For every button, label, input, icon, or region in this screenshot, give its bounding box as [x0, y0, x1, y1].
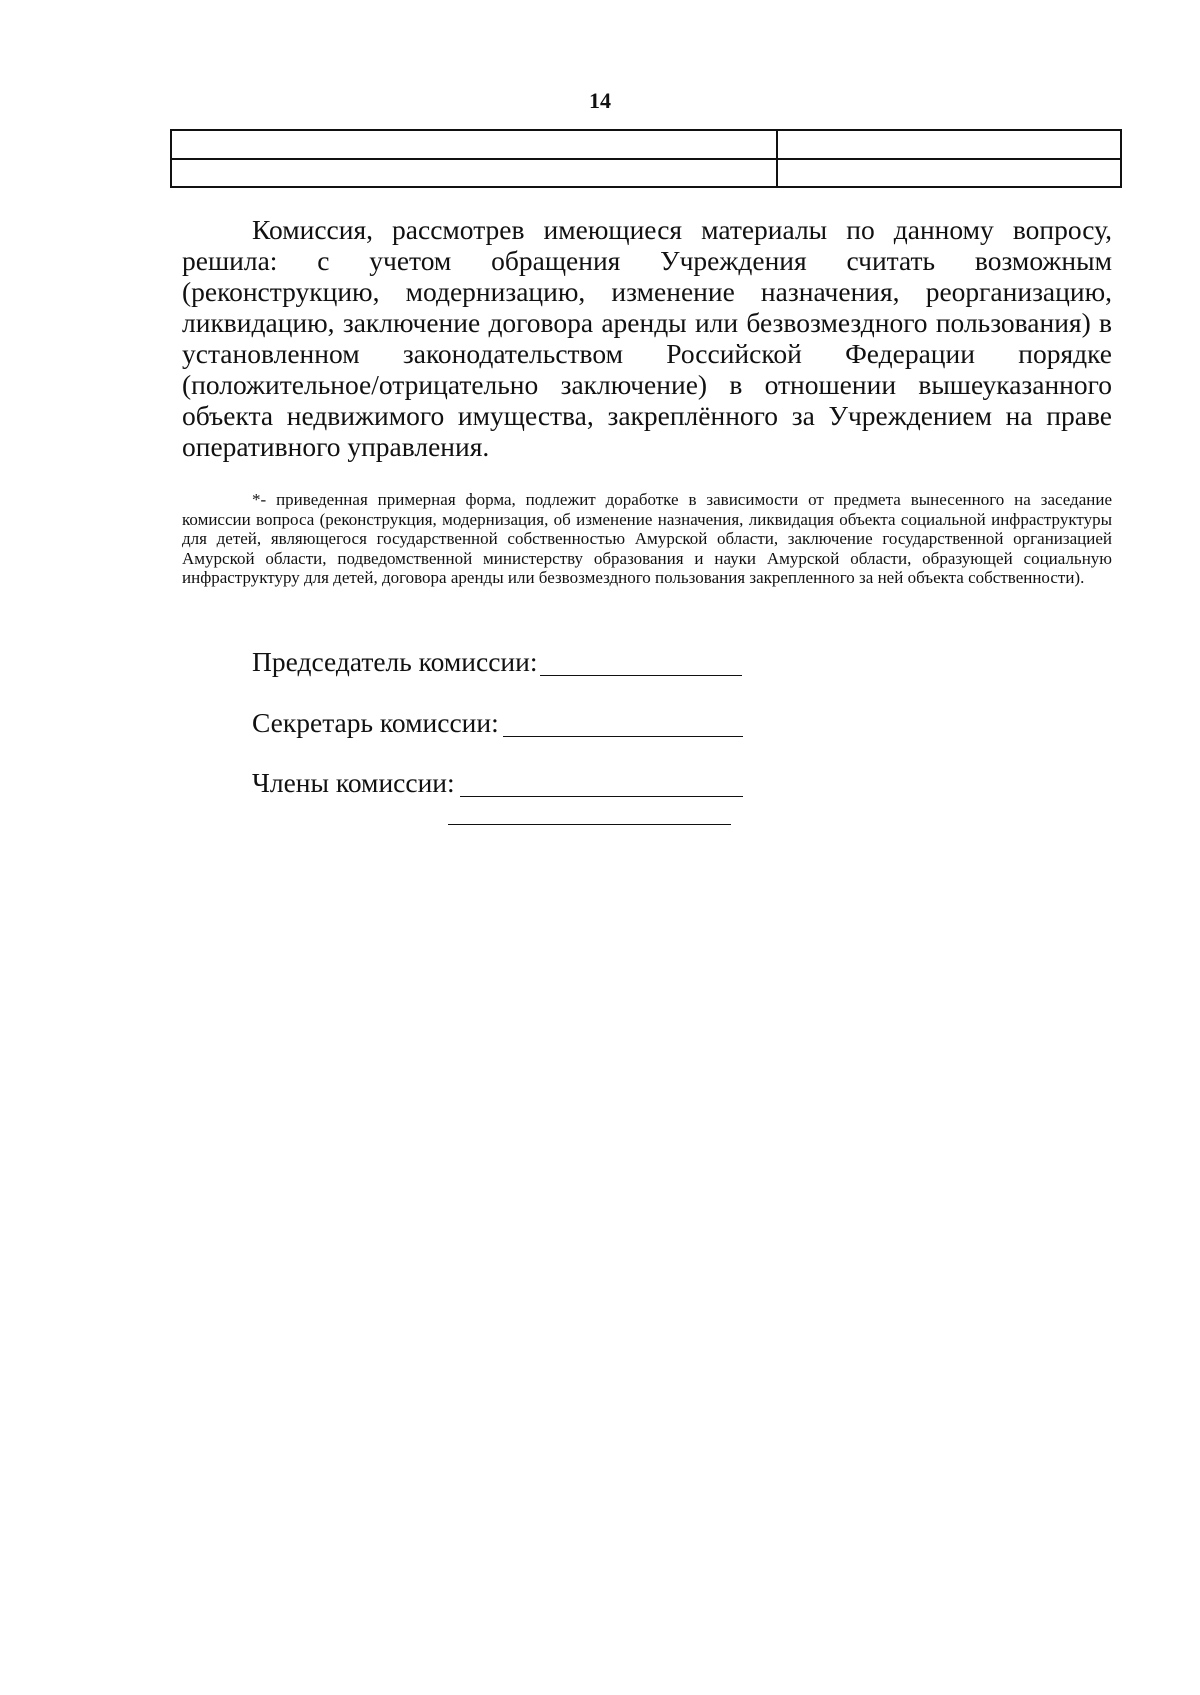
secretary-label: Секретарь комиссии:	[252, 707, 499, 738]
table-cell	[171, 159, 777, 188]
page-number: 14	[589, 88, 611, 113]
table-cell	[777, 159, 1121, 188]
secretary-signature-line	[503, 736, 743, 737]
table-row	[171, 130, 1121, 159]
table-row	[171, 159, 1121, 188]
data-table	[170, 129, 1122, 188]
chairman-signature-line	[540, 675, 742, 676]
members-signature-line	[460, 796, 743, 797]
footnote: *- приведенная примерная форма, подлежит доработке в зависимости от предмета вынесенного на заседание комиссии вопроса (реконструкция, модернизация, об изменение назначения, ликвидация объекта социальной инфраструктуры для детей, являющегося государственной собственностью Амурской области, заключение государственной организацией Амурской области, подведомственной министерству образования и науки Амурской области, образующей социальную инфраструктуру для детей, договора аренды или безвозмездного пользования закрепленного за ней объекта собственности).	[182, 490, 1112, 587]
decision-paragraph: Комиссия, рассмотрев имеющиеся материалы по данному вопросу, решила: с учетом обращения Учреждения считать возможным (реконструкцию, модернизацию, изменение назначения, реорганизацию, ликвидацию, заключение договора аренды или безвозмездного пользования) в установленном законодательством Российской Федерации порядке (положительное/отрицательно заключение) в отношении вышеуказанного объекта недвижимого имущества, закреплённого за Учреждением на праве оперативного управления.	[182, 214, 1112, 462]
table-cell	[777, 130, 1121, 159]
table-cell	[171, 130, 777, 159]
members-label: Члены комиссии:	[252, 767, 455, 798]
members-signature-line	[448, 824, 731, 825]
chairman-label: Председатель комиссии:	[252, 646, 538, 677]
